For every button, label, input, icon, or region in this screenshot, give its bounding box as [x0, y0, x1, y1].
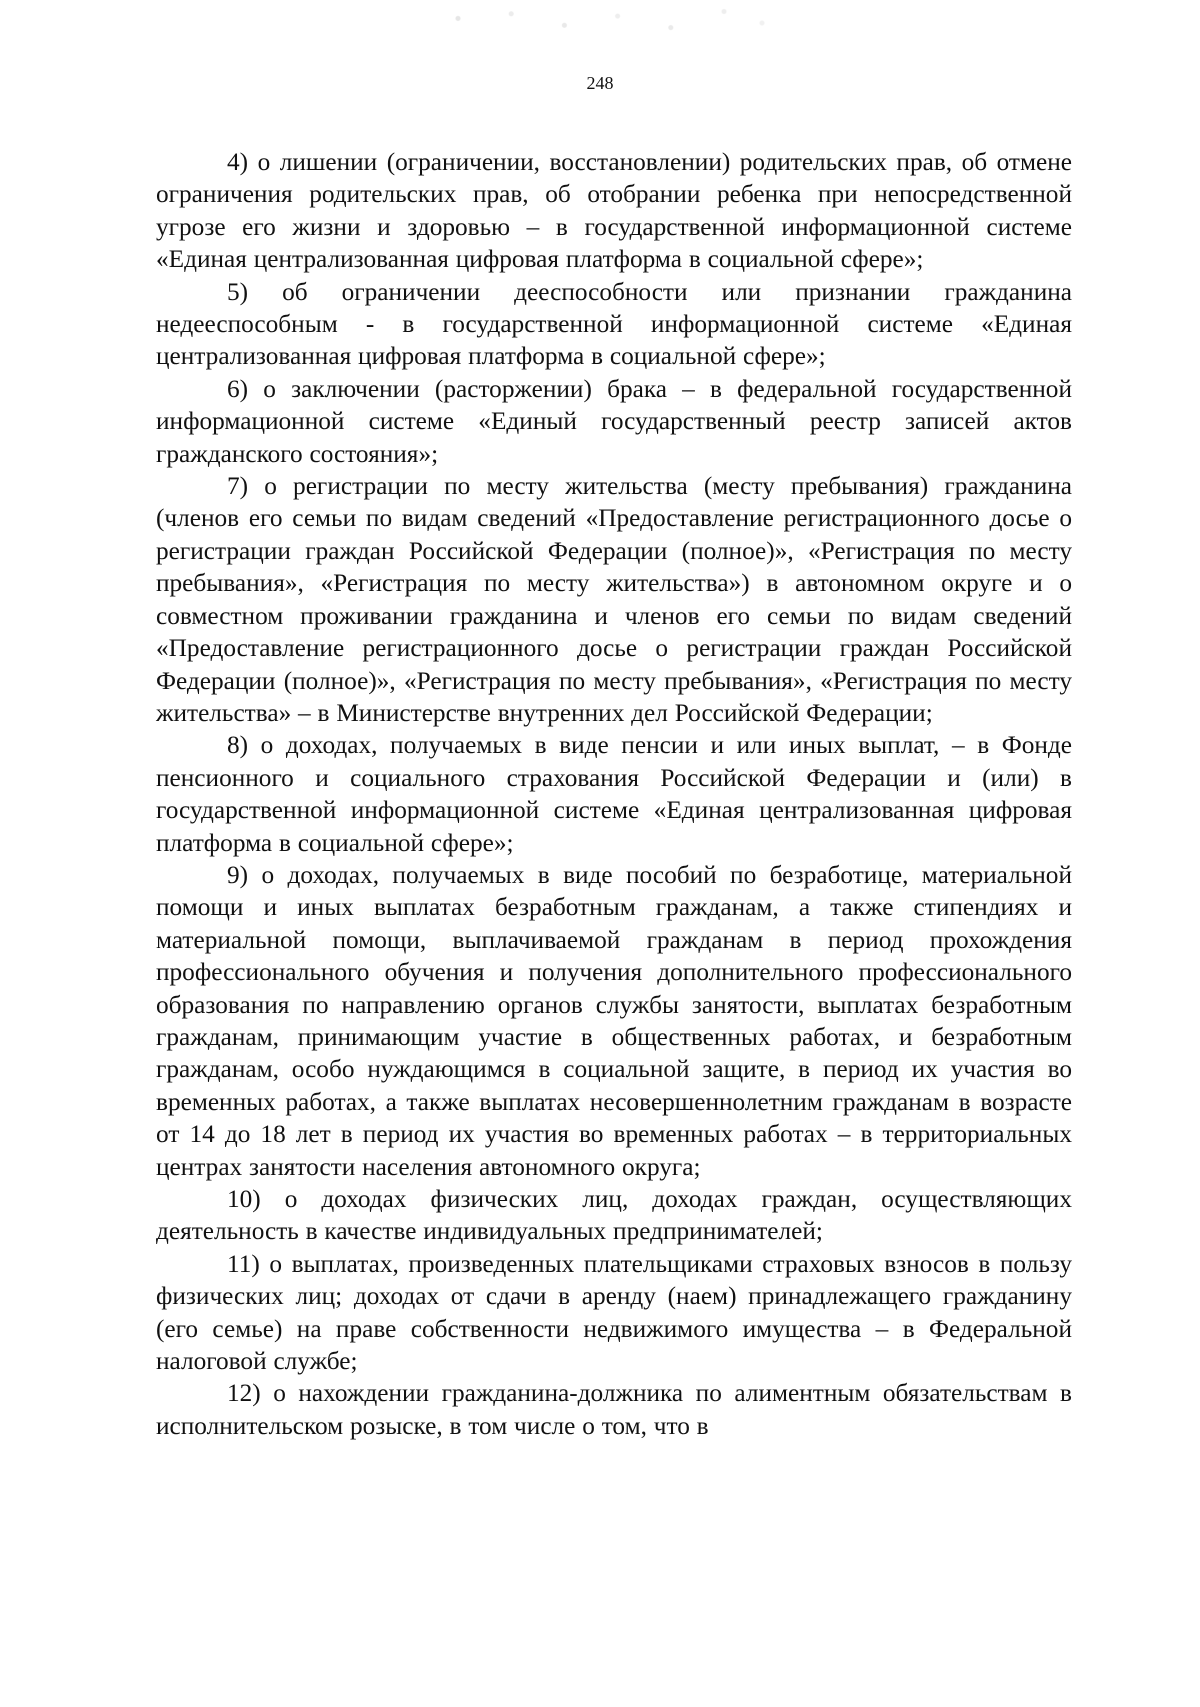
paragraph-6: 6) о заключении (расторжении) брака – в федеральной государственной информационной системе «Единый государственный реестр записей актов гражданского состояния»; — [156, 374, 1072, 468]
scan-artifact — [420, 0, 800, 46]
paragraph-10: 10) о доходах физических лиц, доходах граждан, осуществляющих деятельность в качестве индивидуальных предпринимателей; — [156, 1185, 1072, 1246]
paragraph-11: 11) о выплатах, произведенных плательщиками страховых взносов в пользу физических лиц; доходах от сдачи в аренду (наем) принадлежащего гражданину (его семье) на праве собственности недвижимого имущества – в Федеральной налоговой службе; — [156, 1249, 1072, 1376]
paragraph-8: 8) о доходах, получаемых в виде пенсии и или иных выплат, – в Фонде пенсионного и социального страхования Российской Федерации и (или) в государственной информационной системе «Единая централизованная цифровая платформа в социальной сфере»; — [156, 731, 1072, 857]
document-body — [156, 146, 1072, 1442]
paragraph-9: 9) о доходах, получаемых в виде пособий по безработице, материальной помощи и иных выплатах безработным гражданам, а также стипендиях и материальной помощи, выплачиваемой гражданам в период прохождения профессионального обучения и получения дополнительного профессионального образования по направлению органов службы занятости, выплатах безработным гражданам, принимающим участие в общественных работах, и безработным гражданам, особо нуждающимся в социальной защите, в период их участия во временных работах, а также выплатах несовершеннолетним гражданам в возрасте от 14 до 18 лет в период их участия во временных работах – в территориальных центрах занятости населения автономного округа; — [156, 860, 1072, 1181]
paragraph-7: 7) о регистрации по месту жительства (месту пребывания) гражданина (членов его семьи по видам сведений «Предоставление регистрационного досье о регистрации граждан Российской Федерации (полное)», «Регистрация по месту пребывания», «Регистрация по месту жительства») в автономном округе и о совместном проживании гражданина и членов его семьи по видам сведений «Предоставление регистрационного досье о регистрации граждан Российской Федерации (полное)», «Регистрация по месту пребывания», «Регистрация по месту жительства» – в Министерстве внутренних дел Российской Федерации; — [156, 472, 1072, 727]
paragraph-4: 4) о лишении (ограничении, восстановлении) родительских прав, об отмене ограничения родительских прав, об отобрании ребенка при непосредственной угрозе его жизни и здоровью – в государственной информационной системе «Единая централизованная цифровая платформа в социальной сфере»; — [156, 148, 1072, 274]
page-number: 248 — [586, 73, 614, 93]
paragraph-5: 5) об ограничении дееспособности или признании гражданина недееспособным - в государственной информационной системе «Единая централизованная цифровая платформа в социальной сфере»; — [156, 277, 1072, 371]
paragraph-12: 12) о нахождении гражданина-должника по алиментным обязательствам в исполнительском розыске, в том числе о том, что в — [156, 1379, 1072, 1440]
